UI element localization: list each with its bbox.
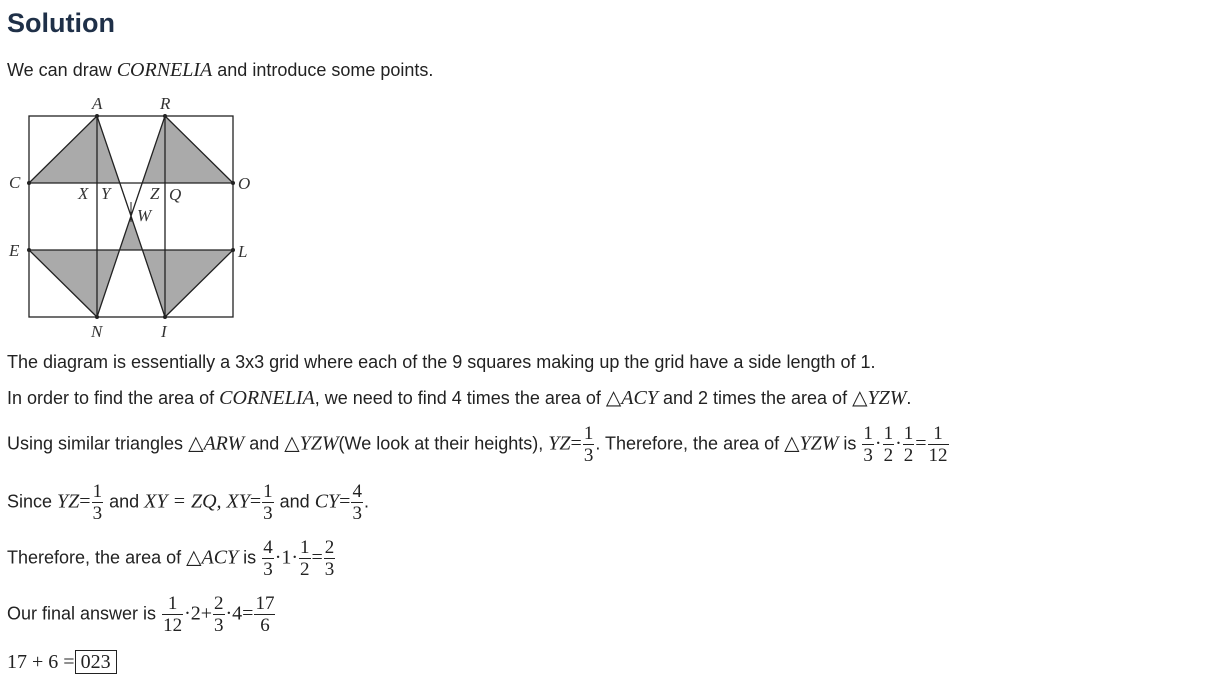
- denominator: 3: [92, 503, 103, 524]
- fraction-yz-value: [92, 481, 104, 524]
- numerator: 1: [863, 423, 873, 444]
- denominator: 3: [263, 503, 273, 524]
- intro-text-end: and introduce some points.: [212, 60, 434, 80]
- intro-text: We can draw: [7, 60, 117, 80]
- denominator: 3: [352, 503, 362, 524]
- label-l: L: [238, 242, 248, 261]
- label-r: R: [160, 94, 171, 113]
- since-equals-3: =: [339, 490, 351, 513]
- label-e: E: [9, 241, 20, 260]
- denominator: 3: [324, 559, 335, 580]
- fraction-result: [928, 423, 949, 466]
- numerator: 1: [903, 423, 914, 444]
- numerator: 2: [324, 537, 335, 558]
- fraction-acy-result: [324, 537, 336, 580]
- numerator: 1: [300, 537, 310, 558]
- result-equals: =: [915, 432, 927, 455]
- since-math-cy: CY: [314, 490, 340, 513]
- fraction-c: [903, 423, 915, 466]
- fraction-yz: [583, 423, 595, 466]
- numerator: 1: [583, 423, 594, 444]
- plan-text-3: and 2 times the area of: [657, 388, 853, 408]
- fraction-final-result: [254, 593, 275, 636]
- sim-math-yzw: △YZW: [284, 432, 339, 455]
- label-x: X: [78, 184, 89, 203]
- denominator: 12: [928, 445, 948, 466]
- since-equals-2: =: [249, 490, 262, 513]
- dot-c: [27, 181, 31, 185]
- dot-op: ·: [895, 432, 902, 455]
- boxed-answer: 023: [75, 650, 117, 674]
- numerator: 2: [214, 593, 224, 614]
- label-q: Q: [169, 185, 182, 204]
- plan-math-yzw: △YZW: [852, 387, 907, 409]
- numerator: 4: [263, 537, 273, 558]
- grid-paragraph: The diagram is essentially a 3x3 grid where each of the 9 squares making up the grid have a side length of 1.: [7, 352, 876, 372]
- label-i: I: [161, 322, 167, 341]
- fraction-final-b: [213, 593, 225, 636]
- denominator: 3: [583, 445, 594, 466]
- numerator: 17: [255, 593, 275, 614]
- plan-text-4: .: [906, 388, 912, 408]
- numerator: 1: [933, 423, 943, 444]
- dot-i: [163, 315, 167, 319]
- denominator: 3: [863, 445, 873, 466]
- denominator: 2: [903, 445, 914, 466]
- denominator: 12: [163, 615, 183, 636]
- dot-o: [231, 181, 235, 185]
- plan-text-1: In order to find the area of: [7, 388, 220, 408]
- final-mid-2: ·4=: [225, 602, 254, 625]
- plan-math-cornelia: CORNELIA: [219, 387, 315, 409]
- fraction-a: [862, 423, 874, 466]
- label-c: C: [9, 173, 21, 192]
- numerator: 1: [883, 423, 894, 444]
- sim-text-2: and: [244, 433, 285, 454]
- fraction-acy-b: [299, 537, 311, 580]
- fraction-b: [883, 423, 895, 466]
- since-math-yz: YZ: [57, 490, 80, 513]
- denominator: 3: [263, 559, 273, 580]
- numerator: 1: [92, 481, 103, 502]
- answer-expression: 17 + 6 =: [7, 651, 75, 673]
- dot-l: [231, 248, 235, 252]
- label-w: W: [137, 206, 152, 225]
- since-equals-1: =: [79, 490, 91, 513]
- acy-mid: ·1·: [274, 546, 299, 569]
- final-answer-paragraph: [7, 593, 276, 636]
- plan-paragraph: [7, 387, 911, 409]
- label-z: Z: [150, 184, 160, 203]
- denominator: 2: [883, 445, 894, 466]
- acy-text-1: Therefore, the area of: [7, 547, 187, 568]
- dot-op: ·: [874, 432, 882, 455]
- dot-e: [27, 248, 31, 252]
- final-mid-1: ·2+: [184, 602, 213, 625]
- denominator: 2: [300, 559, 310, 580]
- dot-a: [95, 114, 99, 118]
- dot-r: [163, 114, 167, 118]
- sim-math-arw: △ARW: [188, 432, 245, 455]
- since-text-3: and: [274, 491, 315, 512]
- acy-math: △ACY: [186, 546, 239, 569]
- numerator: 4: [352, 481, 362, 502]
- intro-math: CORNELIA: [116, 59, 213, 81]
- plan-text-2: , we need to find 4 times the area of: [314, 388, 606, 408]
- solution-heading: Solution: [7, 8, 115, 38]
- cornelia-diagram: [5, 92, 255, 342]
- acy-text-2: is: [238, 547, 262, 568]
- boxed-answer-line: [7, 651, 117, 674]
- dot-n: [95, 315, 99, 319]
- fraction-cy-value: [351, 481, 363, 524]
- acy-equals: =: [311, 546, 323, 569]
- sim-math-yz: YZ: [548, 432, 571, 455]
- since-text-1: Since: [7, 491, 58, 512]
- numerator: 1: [263, 481, 273, 502]
- numerator: 1: [167, 593, 178, 614]
- final-text: Our final answer is: [7, 603, 162, 624]
- fraction-acy-a: [262, 537, 274, 580]
- similar-triangles-paragraph: [7, 423, 950, 466]
- vertex-labels: [8, 94, 250, 341]
- label-o: O: [238, 174, 251, 193]
- intro-paragraph: [7, 59, 433, 81]
- label-n: N: [91, 322, 103, 341]
- since-text-2: and: [104, 491, 145, 512]
- since-paragraph: [7, 481, 369, 524]
- sim-text-1: Using similar triangles: [7, 433, 189, 454]
- since-text-4: .: [363, 491, 369, 512]
- fraction-final-a: [162, 593, 183, 636]
- label-y: Y: [101, 184, 111, 203]
- acy-area-paragraph: [7, 537, 336, 580]
- sim-equals: =: [570, 432, 582, 455]
- sim-text-4: . Therefore, the area of: [595, 433, 785, 454]
- sim-text-3: (We look at their heights),: [338, 433, 549, 454]
- denominator: 3: [214, 615, 224, 636]
- label-a: A: [92, 94, 103, 113]
- plan-math-acy: △ACY: [605, 387, 658, 409]
- sim-math-yzw-2: △YZW: [784, 432, 839, 455]
- fraction-xy-value: [262, 481, 274, 524]
- denominator: 6: [254, 614, 275, 636]
- since-math-xy: XY = ZQ, XY: [144, 490, 250, 513]
- sim-text-5: is: [838, 433, 862, 454]
